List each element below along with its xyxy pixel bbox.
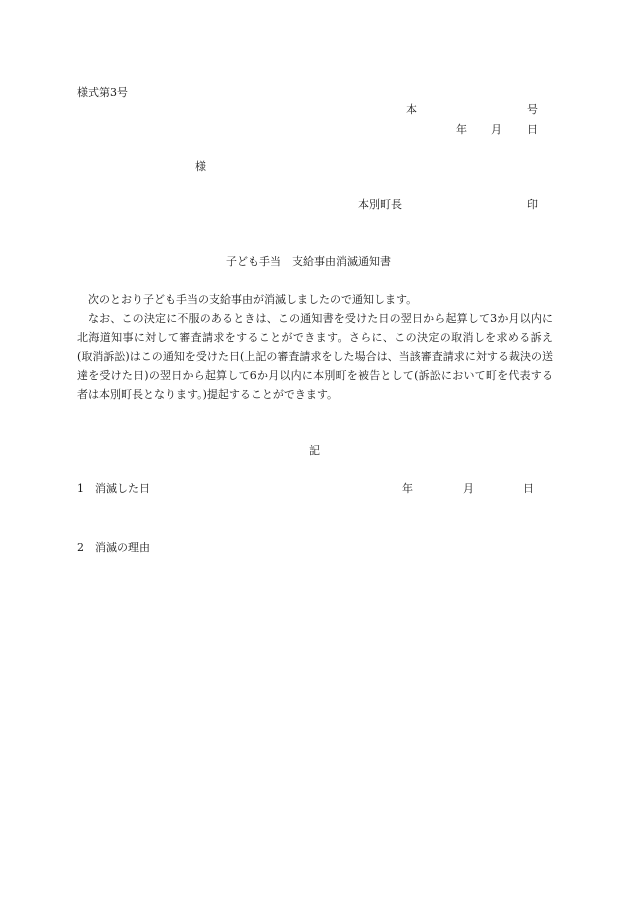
document-title: 子ども手当 支給事由消滅通知書 (226, 255, 391, 268)
issuer-name: 本別町長 (358, 198, 402, 211)
doc-number-prefix: 本 (406, 103, 417, 116)
form-number: 様式第3号 (77, 86, 128, 99)
notice-paragraph: 次のとおり子ども手当の支給事由が消滅しましたので通知します。 (88, 293, 418, 306)
item-1-year: 年 (402, 482, 413, 495)
addressee-honorific: 様 (195, 160, 206, 173)
notice-paragraph: なお、この決定に不服のあるときは、この通知書を受けた日の翌日から起算して3か月以内に北海道知事に対して審査請求をすることができます。さらに、この決定の取消しを求める訴え(取消訴訟)はこの通知を受けた日(上記の審査請求をした場合は、当該審査請求に対する裁決の送達を受けた日)の翌日から起算して6か月以内に本別町を被告として(訴訟において町を代表する者は本別町長となります。)提起することができます。 (77, 312, 553, 401)
date-year: 年 (456, 123, 467, 136)
doc-number-suffix: 号 (527, 103, 538, 116)
ki-heading: 記 (309, 444, 320, 457)
date-day: 日 (527, 123, 538, 136)
notice-body (77, 290, 553, 404)
date-month: 月 (491, 123, 502, 136)
item-1-label: 1 消滅した日 (77, 482, 150, 495)
issuer-seal: 印 (527, 198, 538, 211)
item-2-label: 2 消滅の理由 (77, 541, 150, 554)
item-1-day: 日 (523, 482, 534, 495)
item-1-month: 月 (463, 482, 474, 495)
